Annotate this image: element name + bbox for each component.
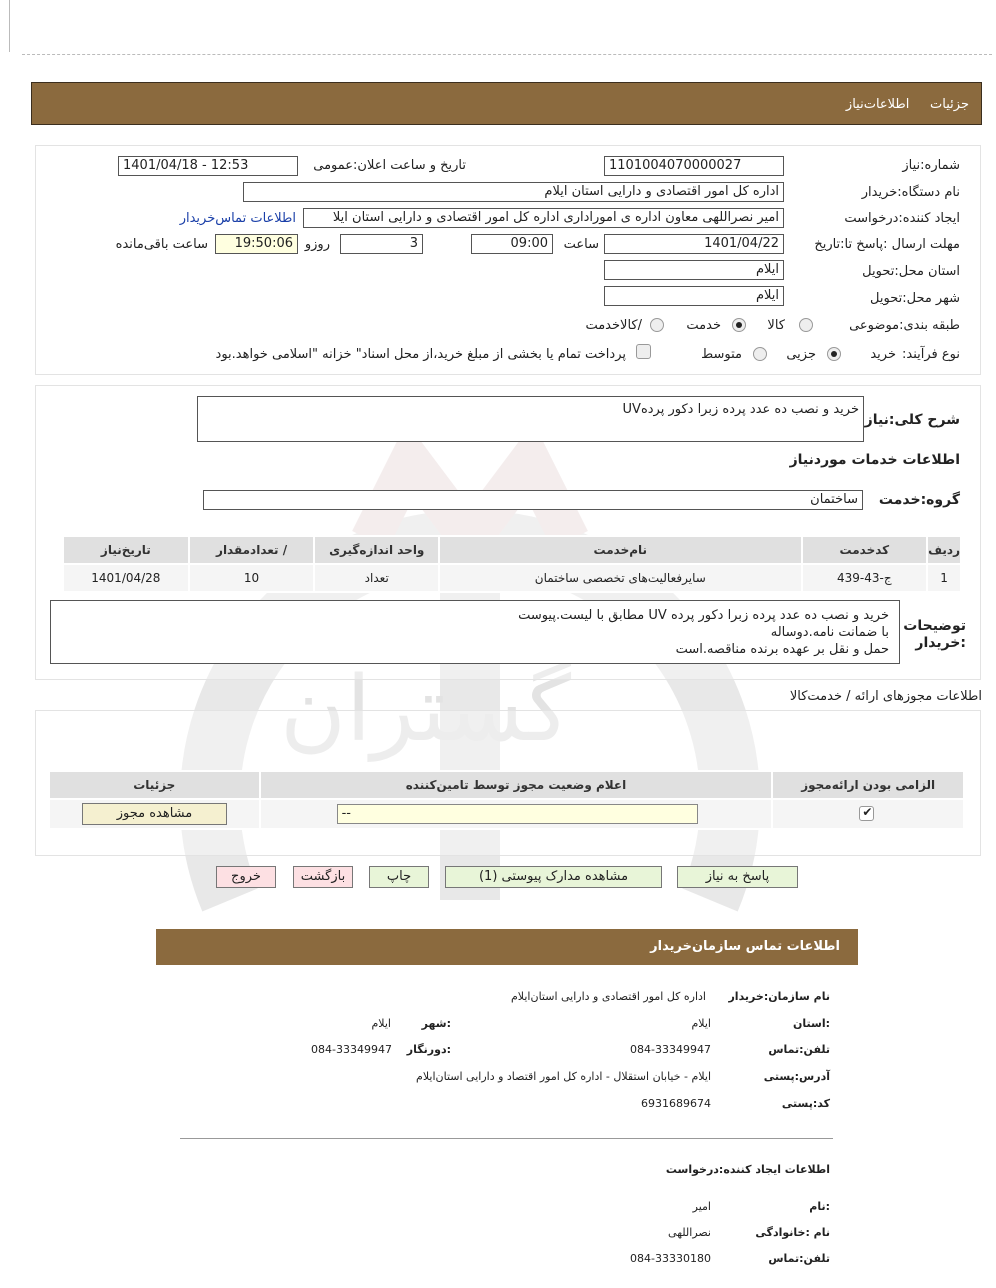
name-value: امیر xyxy=(692,1200,711,1213)
process-kind: خرید xyxy=(870,347,896,362)
province-label: استان محل:تحویل xyxy=(862,264,960,279)
province-label: :استان xyxy=(793,1017,830,1030)
category-option-goods: کالا xyxy=(767,318,785,333)
col-unit: واحد اندازه‌گیری xyxy=(314,536,439,564)
services-heading: اطلاعات خدمات موردنیاز xyxy=(789,452,960,468)
phone-value: 084-33349947 xyxy=(630,1043,711,1056)
buyer-note-line: حمل و نقل بر عهده برنده مناقصه.است xyxy=(675,642,889,657)
creator-field[interactable]: امیر نصراللهی معاون اداره ی اموراداری اداره کل امور اقتصادی و دارایی استان ایلا xyxy=(303,208,784,228)
process-radio-minor[interactable] xyxy=(827,347,841,361)
name-label: :نام xyxy=(809,1200,830,1213)
permits-table xyxy=(48,770,965,830)
buyer-contact-link[interactable]: اطلاعات تماس‌خریدار xyxy=(179,211,296,226)
city-field[interactable]: ایلام xyxy=(604,286,784,306)
category-option-service: خدمت xyxy=(686,318,721,333)
col-status: اعلام وضعیت مجوز توسط تامین‌کننده xyxy=(260,771,773,799)
category-radio-both[interactable] xyxy=(650,318,664,332)
category-radio-goods[interactable] xyxy=(799,318,813,332)
breadcrumb-need-info[interactable]: اطلاعات‌نیاز xyxy=(845,97,910,112)
back-button[interactable]: بازگشت xyxy=(293,866,353,888)
check-icon: ✔ xyxy=(862,805,873,819)
province-field[interactable]: ایلام xyxy=(604,260,784,280)
creator-label: ایجاد کننده:درخواست xyxy=(844,211,960,226)
col-qty: / تعدادمقدار xyxy=(189,536,315,564)
required-checkbox[interactable] xyxy=(859,806,874,821)
cell-row: 1 xyxy=(927,564,961,592)
frame-line xyxy=(9,0,10,52)
city-label: شهر محل:تحویل xyxy=(870,291,960,306)
breadcrumb xyxy=(846,97,969,112)
creator-phone-value: 084-33330180 xyxy=(630,1252,711,1265)
summary-field[interactable]: خرید و نصب ده عدد پرده زبرا دکور پردهUV xyxy=(197,396,864,442)
need-number-field[interactable]: 1101004070000027 xyxy=(604,156,784,176)
process-option-minor: جزیی xyxy=(786,347,816,362)
cell-details xyxy=(49,799,260,829)
treasury-payment-checkbox[interactable] xyxy=(636,344,651,359)
divider xyxy=(180,1138,833,1139)
col-date: تاریخ‌نیاز xyxy=(63,536,189,564)
category-option-both: /کالاخدمت xyxy=(585,318,642,333)
buyer-notes-field xyxy=(50,600,900,664)
print-button[interactable]: چاپ xyxy=(369,866,429,888)
need-info-panel xyxy=(35,145,981,375)
process-radio-medium[interactable] xyxy=(753,347,767,361)
cell-code: ج-43-439 xyxy=(802,564,928,592)
days-field[interactable]: 3 xyxy=(340,234,423,254)
process-option-medium: متوسط xyxy=(701,347,742,362)
service-group-field[interactable]: ساختمان xyxy=(203,490,863,510)
contact-heading: اطلاعات تماس سازمان‌خریدار xyxy=(650,939,840,954)
table-row xyxy=(63,564,961,592)
family-label: نام :خانوادگی xyxy=(755,1226,830,1239)
treasury-payment-note: پرداخت تمام یا بخشی از مبلغ خرید،از محل اسناد" خزانه "اسلامی خواهد.بود xyxy=(215,347,626,362)
buyer-org-label: نام دستگاه:خریدار xyxy=(861,185,960,200)
category-radio-service[interactable] xyxy=(732,318,746,332)
service-group-label: گروه:خدمت xyxy=(878,492,960,508)
deadline-time-field[interactable]: 09:00 xyxy=(471,234,553,254)
col-details: جزئیات xyxy=(49,771,260,799)
attachments-button[interactable]: مشاهده مدارک پیوستی (1) xyxy=(445,866,662,888)
summary-label: شرح کلی:نیاز xyxy=(864,412,960,428)
col-required: الزامی بودن ارائه‌مجوز xyxy=(772,771,964,799)
remaining-time-field: 19:50:06 xyxy=(215,234,298,254)
page-header xyxy=(31,82,982,125)
category-label: طبقه بندی:موضوعی xyxy=(849,318,960,333)
permit-status-field[interactable]: -- xyxy=(337,804,698,824)
announce-field[interactable]: 1401/04/18 - 12:53 xyxy=(118,156,298,176)
address-label: آدرس:پستی xyxy=(763,1070,830,1083)
org-label: نام سازمان:خریدار xyxy=(728,990,830,1003)
city-value: ایلام xyxy=(371,1017,391,1030)
city-label: :شهر xyxy=(421,1017,451,1030)
reply-button[interactable]: پاسخ به نیاز xyxy=(677,866,798,888)
deadline-date-field[interactable]: 1401/04/22 xyxy=(604,234,784,254)
remaining-label: ساعت باقی‌مانده xyxy=(115,237,208,252)
postal-value: 6931689674 xyxy=(641,1097,711,1110)
cell-date: 1401/04/28 xyxy=(63,564,189,592)
deadline-label: مهلت ارسال :پاسخ تا:تاریخ xyxy=(814,237,960,252)
cell-qty: 10 xyxy=(189,564,315,592)
table-row xyxy=(49,799,964,829)
fax-label: :دورنگار xyxy=(406,1043,451,1056)
cell-required xyxy=(772,799,964,829)
services-table xyxy=(62,535,962,593)
process-label: نوع فرآیند: xyxy=(902,347,960,362)
permits-heading: اطلاعات مجوزهای ارائه / خدمت‌کالا xyxy=(789,689,982,704)
creator-heading: اطلاعات ایجاد کننده:درخواست xyxy=(665,1163,830,1176)
divider xyxy=(22,54,992,55)
cell-status xyxy=(260,799,773,829)
postal-label: کد:پستی xyxy=(781,1097,830,1110)
cell-name: سایرفعالیت‌های تخصصی ساختمان xyxy=(439,564,801,592)
col-row: ردیف xyxy=(927,536,961,564)
family-value: نصراللهی xyxy=(668,1226,711,1239)
buyer-note-line: خرید و نصب ده عدد پرده زبرا دکور پرده UV مطابق با لیست.پیوست xyxy=(518,608,889,623)
col-name: نام‌خدمت xyxy=(439,536,801,564)
creator-phone-label: تلفن:تماس xyxy=(768,1252,830,1265)
time-label: ساعت xyxy=(563,237,599,252)
exit-button[interactable]: خروج xyxy=(216,866,276,888)
phone-label: تلفن:تماس xyxy=(768,1043,830,1056)
contact-header xyxy=(156,929,858,965)
need-number-label: شماره:نیاز xyxy=(902,158,960,173)
svg-text:گستران: گستران xyxy=(280,657,572,762)
col-code: کدخدمت xyxy=(802,536,928,564)
address-value: ایلام - خیابان استقلال - اداره کل امور اقتصاد و دارایی استان‌ایلام xyxy=(416,1070,711,1083)
org-value: اداره کل امور اقتصادی و دارایی استان‌ایلام xyxy=(511,990,706,1003)
buyer-note-line: با ضمانت نامه.دوساله xyxy=(770,625,889,640)
province-value: ایلام xyxy=(691,1017,711,1030)
breadcrumb-details[interactable]: جزئیات xyxy=(930,97,969,112)
announce-label: تاریخ و ساعت اعلان:عمومی xyxy=(313,158,466,173)
buyer-org-field[interactable]: اداره کل امور اقتصادی و دارایی استان ایلام xyxy=(243,182,784,202)
buyer-notes-label: توضیحات :خریدار xyxy=(903,618,966,651)
fax-value: 084-33349947 xyxy=(311,1043,392,1056)
cell-unit: تعداد xyxy=(314,564,439,592)
days-label: روزو xyxy=(304,237,330,252)
view-permit-button[interactable]: مشاهده مجوز xyxy=(82,803,227,825)
